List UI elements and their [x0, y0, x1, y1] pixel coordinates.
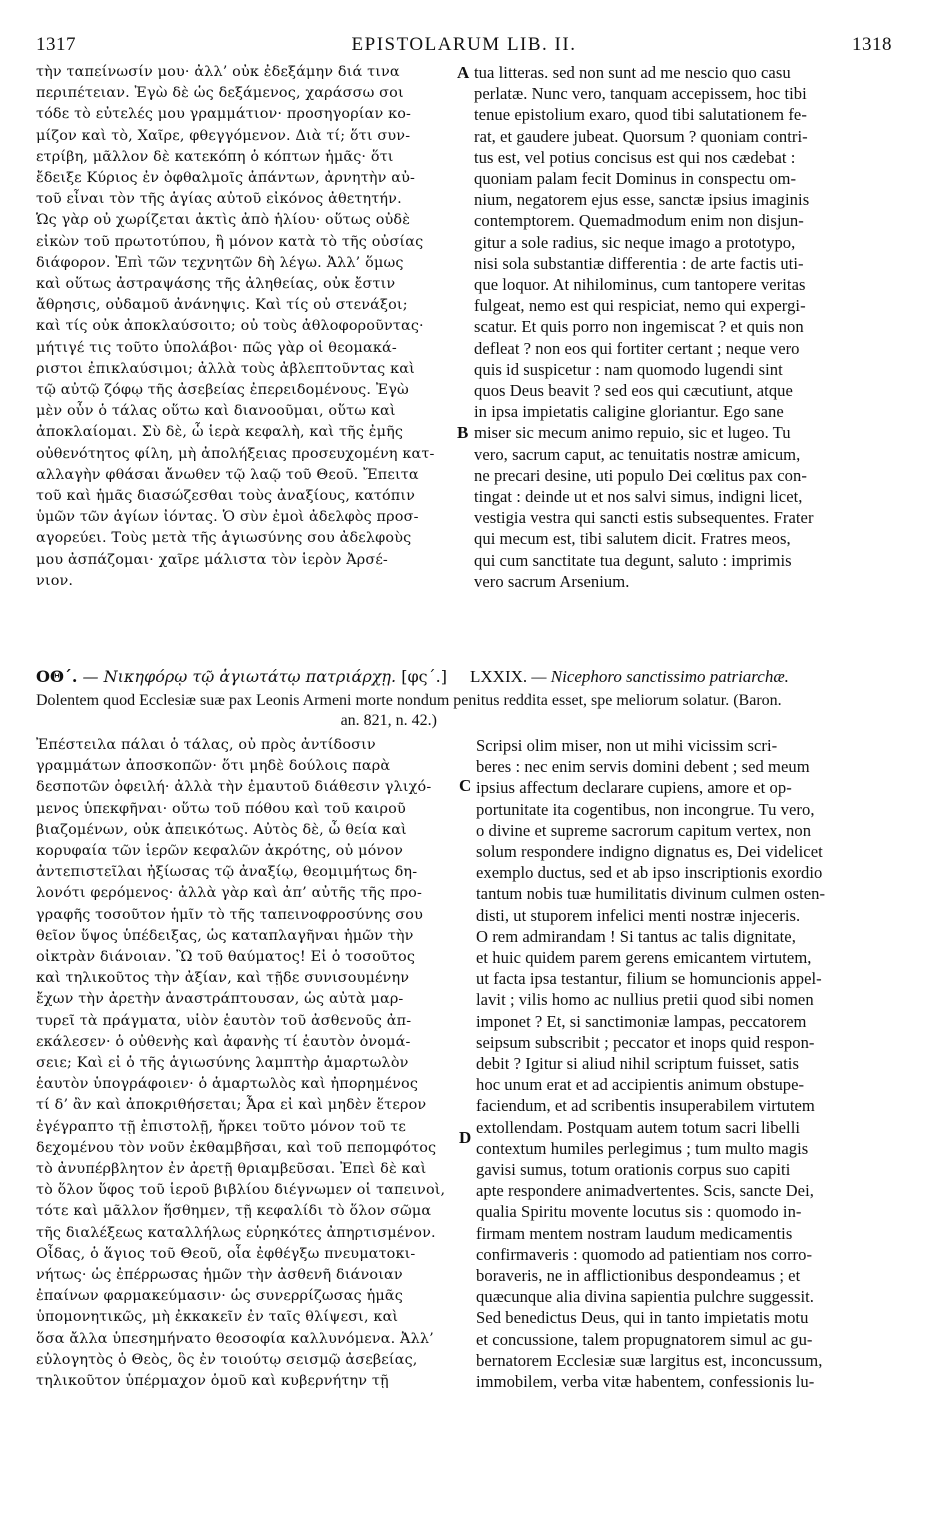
text-line: scatur. Et quis porro non ingemiscat ? et quis non: [474, 317, 804, 337]
text-line: βιαζομένων, οὐκ ἀπεικότως. Αὐτὸς δὲ, ὦ θεία καὶ: [36, 821, 407, 838]
page-number-right: 1318: [852, 34, 892, 55]
text-line: quoniam palam fecit Dominus in conspectu om-: [474, 169, 797, 189]
text-line: tingat : deinde ut et nos salvi simus, indigni licet,: [474, 487, 803, 507]
text-line: τοῦ καὶ ἡμᾶς διασώζεσθαι τοὺς ἀναξίους, κατόπιν: [36, 488, 416, 505]
text-line: confirmaveris : quomodo ad patientiam nos corro-: [476, 1244, 813, 1264]
text-line: σειε; Καὶ εἰ ὁ τῆς ἁγιωσύνης λαμπτὴρ ἁμαρτωλὸν: [36, 1055, 409, 1072]
letter-title-latin: [470, 667, 789, 687]
letter-number-greek: ΟΘ΄.: [36, 667, 78, 686]
greek-column-bottom: [36, 735, 458, 1392]
text-line: μου ἀσπάζομαι· χαῖρε μάλιστα τὸν ἱερὸν Ἀρσέ-: [36, 551, 388, 568]
text-line: o divine et supreme sacrorum capitum vertex, non: [476, 820, 812, 840]
text-line: γραμμάτων ἀποσκοπῶν· ὅτι μηδὲ δούλοις παρὰ: [36, 758, 391, 775]
letter-heading-greek: — Νικηφόρῳ τῷ ἁγιωτάτῳ πατριάρχῃ.: [82, 667, 397, 686]
text-line: τόδε τὸ εὐτελές μου γραμμάτιον· προσηγορίαν κο-: [36, 106, 412, 123]
latin-column-top: [474, 62, 894, 592]
text-line: defleat ? non eos qui fortiter certant ; neque vero: [474, 338, 800, 358]
text-line: tus est, vel potius concisus est qui nos cædebat :: [474, 147, 796, 167]
text-line: αγορεύει. Τοὺς μετὰ τῆς ἁγιωσύνης σου ἀδελφοὺς: [36, 530, 412, 547]
text-line: τυρεῖ τὰ πράγματα, υἱὸν ἑαυτὸν τοῦ ἀσθενοῦς ἀπ-: [36, 1012, 412, 1029]
text-line: Ὡς γὰρ οὐ χωρίζεται ἀκτὶς ἀπὸ ἡλίου· οὕτως οὐδὲ: [36, 212, 411, 229]
text-line: in ipsa impietatis caligine gloriantur. Ego sane: [474, 402, 784, 422]
text-line: nisi sola substantiæ differentia : de arte factis uti-: [474, 253, 804, 273]
text-line: vero sacrum Arsenium.: [474, 571, 630, 591]
text-line: ὅσα ἄλλα ὑπεσημήνατο θεοσοφία καλλυνόμενα. Ἀλλ’: [36, 1330, 434, 1347]
text-line: seipsum subscribit ; peccator et inops quid respon-: [476, 1032, 815, 1052]
letter-summary: [36, 691, 892, 731]
text-line: portunitate ita cogentibus, non incongrue. Tu vero,: [476, 799, 815, 819]
text-line: debit ? Igitur si aliud nihil scriptum fuisset, satis: [476, 1054, 799, 1074]
text-line: ἐγέγραπτο τῇ ἐπιστολῇ, ἤρκει τοῦτο μόνον τοῦ τε: [36, 1118, 407, 1135]
text-line: κορυφαία τῶν ἱερῶν κεφαλῶν ἀκρότης, οὐ μόνον: [36, 843, 404, 860]
text-line: τὴν ταπείνωσίν μου· ἀλλ’ οὐκ ἐδεξάμην διά τινα: [36, 64, 400, 80]
text-line: quis id suspicetur : nam quomodo lugendi sint: [474, 359, 783, 379]
text-line: αλλαγὴν φθάσαι ἄνωθεν τῷ λαῷ τοῦ Θεοῦ. Ἔπειτα: [36, 466, 419, 483]
text-line: et concussione, talem propugnatorem simul ac gu-: [476, 1329, 813, 1349]
text-line: διάφορον. Ἐπὶ τῶν τεχνητῶν δὴ λέγω. Ἀλλ’ ὅμως: [36, 254, 404, 271]
text-line: bernatorem Ecclesiæ suæ largitus est, inconcussum,: [476, 1350, 823, 1370]
text-line: extollendam. Postquam autem totum sacri libelli: [476, 1117, 801, 1137]
text-line: ἑαυτὸν ὑπογράφοιεν· ὁ ἁμαρτωλὸς καὶ ἠπορημένος: [36, 1076, 419, 1093]
text-line: εὐλογητὸς ὁ Θεὸς, ὃς ἐν τοιούτῳ σεισμῷ ἀσεβείας,: [36, 1351, 418, 1368]
text-line: vestigia vestra qui sancti estis subsequentes. Frater: [474, 508, 814, 528]
text-line: ὑπομονητικῶς, μὴ ἐκκακεῖν ἐν ταῖς θλίψεσι, καὶ: [36, 1309, 399, 1326]
text-line: perlatæ. Nunc vero, tanquam accepissem, hoc tibi: [474, 84, 807, 104]
text-line: apte respondere animadvertentes. Scis, sancte Dei,: [476, 1181, 814, 1201]
text-line: vero, sacrum caput, ac tenuitatis nostræ amicum,: [474, 444, 801, 464]
letter-title-greek: [36, 667, 447, 686]
text-line: beres : nec enim servis domini debent ; sed meum: [476, 757, 810, 777]
text-line: tua litteras. sed non sunt ad me nescio quo casu: [474, 63, 791, 82]
summary-line-2: an. 821, n. 42.): [340, 712, 437, 729]
text-line: δεσποτῶν ὀφειλή· ἀλλὰ τὴν ἐμαυτοῦ διάθεσιν γλιχό-: [36, 779, 432, 796]
text-line: ὑμῶν τῶν ἁγίων ἰόντας. Ὁ σὺν ἐμοὶ ἀδελφὸς προσ-: [36, 509, 419, 526]
text-line: τότε καὶ μᾶλλον ἥσθημεν, τῇ κεφαλίδι τὸ ὅλον σῶμα: [36, 1203, 432, 1220]
latin-column-bottom: [476, 735, 896, 1392]
text-line: quos Deus beavit ? sed eos qui cæcutiunt, atque: [474, 381, 793, 401]
text-line: ετρίβη, μᾶλλον δὲ κατεκόπη ὁ κόπτων ἡμᾶς· ὅτι: [36, 148, 394, 165]
text-line: τοῦ εἶναι τὸν τῆς ἁγίας αὐτοῦ εἰκόνος ἀθετητήν.: [36, 191, 402, 208]
text-line: firmam mentem nostram laudum medicamentis: [476, 1223, 793, 1243]
letter-ref-greek: [φς΄.]: [401, 667, 447, 686]
text-line: ἀποκλαίομαι. Σὺ δὲ, ὦ ἱερὰ κεφαλὴ, καὶ τῆς ἐμῆς: [36, 424, 404, 441]
text-line: ριστοι ἐπικλαύσιμοι; ἀλλὰ τοὺς ἀβλεπτοῦντας καὶ: [36, 360, 415, 377]
letter-heading-latin: — Nicephoro sanctissimo patriarchæ.: [531, 667, 789, 686]
text-line: Sed benedictus Deus, qui in tanto impietatis motu: [476, 1308, 809, 1328]
greek-column-top: [36, 62, 456, 592]
text-line: lavit ; vilis homo ac nullius pretii quod sibi nomen: [476, 990, 814, 1010]
text-line: disti, ut stuporem infelici menti nostræ injeceris.: [476, 905, 801, 925]
text-line: faciendum, et ad scribentis insuperabilem virtutem: [476, 1096, 815, 1116]
text-line: θεῖον ὕψος ὑπέδειξας, ὡς καταπλαγῆναι ἡμῶν τὴν: [36, 927, 414, 944]
text-line: ἔδειξε Κύριος ἐν ὀφθαλμοῖς ἁπάντων, ἀρνητὴν αὐ-: [36, 170, 415, 187]
text-line: qui cum sanctitate tua degunt, saluto : imprimis: [474, 550, 792, 570]
text-line: τὸ ὅλον ὕφος τοῦ ἱεροῦ βιβλίου διέγνωμεν οἱ ταπεινοὶ,: [36, 1182, 446, 1199]
text-line: que loquor. At nihilominus, cum tantopere veritas: [474, 275, 806, 295]
text-line: ἔχων τὴν ἀρετὴν ἀναστράπτουσαν, ὡς αὐτὰ μαρ-: [36, 991, 404, 1008]
summary-line-1: Dolentem quod Ecclesiæ suæ pax Leonis Armeni morte nondum penitus reddita esset, spe meliorum solatur. (Baron.: [36, 692, 782, 709]
text-line: tenue epistolium exaro, quod tibi salutationem fe-: [474, 105, 807, 125]
text-line: καὶ τηλικοῦτος τὴν ἀξίαν, καὶ τῇδε συνισουμένην: [36, 970, 410, 987]
text-line: Ἐπέστειλα πάλαι ὁ τάλας, οὐ πρὸς ἀντίδοσιν: [36, 737, 376, 753]
text-line: μίζον καὶ τὸ, Χαῖρε, φθεγγόμενον. Διὰ τί; ὅτι συν-: [36, 127, 411, 144]
text-line: ipsius affectum declarare cupiens, amore et op-: [476, 778, 792, 798]
text-line: solum respondere indigno dignatus es, Dei videlicet: [476, 842, 823, 862]
text-line: rat, et gaudere jubeat. Quorsum ? quoniam contri-: [474, 126, 808, 146]
text-line: Scripsi olim miser, non ut mihi vicissim scri-: [476, 736, 778, 755]
text-line: quæcunque alia divina sapientia pulchre suggessit.: [476, 1287, 814, 1307]
text-line: περιπέτειαν. Ἐγὼ δὲ ὡς δεξάμενος, χαράσσω σοι: [36, 85, 404, 102]
text-line: οὐθενότητος φίλη, μὴ ἀπολήξειας προσευχομένη κατ-: [36, 445, 435, 462]
text-line: Οἶδας, ὁ ἅγιος τοῦ Θεοῦ, οἷα ἐφθέγξω πνευματοκι-: [36, 1245, 416, 1262]
text-line: immobilem, verba vitæ habentem, confessionis lu-: [476, 1372, 815, 1392]
text-line: contemptorem. Quemadmodum enim non disjun-: [474, 211, 804, 231]
text-line: τηλικοῦτον ὑπέρμαχον ὁμοῦ καὶ κυβερνήτην τῇ: [36, 1373, 389, 1390]
text-line: τὸ ἀνυπέρβλητον ἐν ἀρετῇ θριαμβεῦσαι. Ἐπεὶ δὲ καὶ: [36, 1161, 427, 1178]
text-line: et huic quidem parem gerens emicantem virtutem,: [476, 948, 812, 968]
section-marker-a: A: [457, 63, 470, 82]
text-line: gavisi sumus, totum orationis corpus suo capiti: [476, 1160, 791, 1180]
text-line: μὲν οὖν ὁ τάλας οὕτω καὶ διανοοῦμαι, οὕτω καὶ: [36, 403, 396, 420]
text-line: O rem admirandam ! Si tantus ac talis dignitate,: [476, 926, 796, 946]
text-line: καὶ οὕτως ἀστραψάσης τῆς ἀληθείας, οὐκ ἔστιν: [36, 276, 396, 293]
text-line: qui mecum est, tibi salutem dicit. Fratres meos,: [474, 529, 791, 549]
text-line: ἐπαίνων φαρμακεύμασιν· ὡς συνερρίζωσας ἡμᾶς: [36, 1288, 403, 1305]
text-line: νιον.: [36, 572, 74, 589]
text-line: exemplo ductus, sed et ab ipso inscriptionis exordio: [476, 863, 823, 883]
page-number-left: 1317: [36, 34, 76, 55]
text-line: tantum nobis tuæ humilitatis divinum culmen osten-: [476, 884, 826, 904]
text-line: hoc unum erat et ad accipientis animum obstupe-: [476, 1075, 805, 1095]
text-line: δεχομένου τὸν νοῦν ἐκθαμβῆσαι, καὶ τοῦ πεπομφότος: [36, 1139, 437, 1156]
text-line: τῷ αὐτῷ ζόφῳ τῆς ἀσεβείας ἐπερειδομένους. Ἐγὼ: [36, 382, 409, 399]
text-line: ut facta ipsa testantur, filium se homuncionis appel-: [476, 969, 822, 989]
text-line: ἀντεπιστεῖλαι ἠξίωσας τῷ ἀναξίῳ, θεομιμήτως δη-: [36, 864, 418, 881]
text-line: γραφῆς τοσοῦτον ἡμῖν τὸ τῆς ταπεινοφροσύνης σου: [36, 906, 423, 923]
text-line: μήτιγέ τις τοῦτο ὑπολάβοι· πῶς γὰρ οἱ θεομακά-: [36, 339, 397, 356]
text-line: imponet ? Et, si sanctimoniæ lampas, peccatorem: [476, 1011, 807, 1031]
text-line: λονότι φερόμενος· ἀλλὰ γὰρ καὶ ἀπ’ αὐτῆς τῆς προ-: [36, 885, 423, 902]
text-line: ἄθρησις, οὐδαμοῦ ἀνάνηψις. Καὶ τίς οὐ στενάξοι;: [36, 297, 408, 314]
letter-number-latin: LXXIX.: [470, 667, 528, 686]
section-marker-c: C: [459, 776, 472, 795]
running-title: EPISTOLARUM LIB. II.: [351, 34, 577, 55]
text-line: μενος ὑπεκφῆναι· οὕτω τοῦ πόθου καὶ τοῦ καιροῦ: [36, 800, 406, 817]
text-line: nium, negatorem ejus esse, sanctæ ipsius imaginis: [474, 190, 810, 210]
section-marker-b: B: [457, 423, 469, 442]
text-line: νήτως· ὡς ἐπέρρωσας ἡμῶν τὴν ἀσθενῆ διάνοιαν: [36, 1267, 403, 1284]
page-header: [36, 34, 892, 62]
text-line: ne precari desine, uti populo Dei cœlitus pax con-: [474, 465, 807, 485]
text-line: qualia Spiritu movente locutus sis : quomodo in-: [476, 1202, 802, 1222]
text-line: gitur a sole radius, sic neque imago a prototypo,: [474, 232, 796, 252]
text-line: fulgeat, nemo est qui respiciat, nemo qui expergi-: [474, 296, 806, 316]
text-line: εἰκὼν τοῦ πρωτοτύπου, ἢ μόνον κατὰ τὸ τῆς οὐσίας: [36, 233, 424, 250]
text-line: καὶ τίς οὐκ ἀποκλαύσοιτο; οὐ τοὺς ἀθλοφοροῦντας·: [36, 318, 424, 335]
text-line: εκάλεσεν· ὁ οὐθενὴς καὶ ἀφανὴς τί ἑαυτὸν ὀνομά-: [36, 1033, 411, 1050]
text-line: boraveris, ne in afflictionibus despondeamus ; et: [476, 1266, 801, 1286]
text-line: τί δ’ ἂν καὶ ἀποκριθήσεται; Ἆρα εἰ καὶ μηδὲν ἕτερον: [36, 1097, 427, 1114]
text-line: contextum humiles perlegimus ; tum multo magis: [476, 1138, 809, 1158]
text-line: οἰκτρὰν διάνοιαν. Ὢ τοῦ θαύματος! Εἰ ὁ τοσοῦτος: [36, 949, 416, 966]
text-line: τῆς διαλέξεως καταλλήλως εὑρηκότες ἀπηρτισμένον.: [36, 1224, 436, 1241]
section-marker-d: D: [459, 1128, 472, 1147]
text-line: miser sic mecum animo repuio, sic et lugeo. Tu: [474, 423, 791, 443]
